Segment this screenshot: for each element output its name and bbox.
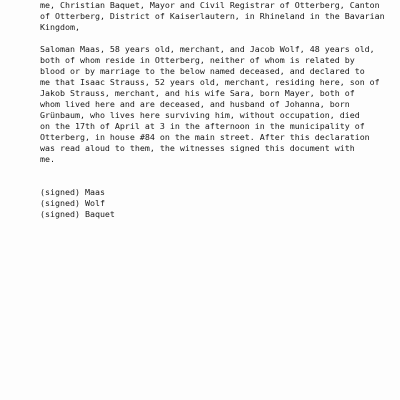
body-line: me.: [40, 154, 55, 164]
intro-paragraph: [40, 0, 385, 33]
body-line: me that Isaac Strauss, 52 years old, merchant, residing here, son of: [40, 77, 380, 87]
body-line: Jakob Strauss, merchant, and his wife Sara, born Mayer, both of: [40, 88, 355, 98]
signature-maas: (signed) Maas: [40, 187, 105, 197]
paragraph-gap: [40, 33, 370, 44]
body-line: on the 17th of April at 3 in the afternoon in the municipality of: [40, 121, 365, 131]
intro-line: of Otterberg, District of Kaiserlautern, in Rhineland in the Bavarian: [40, 11, 385, 21]
intro-line: Kingdom,: [40, 22, 80, 32]
body-line: both of whom reside in Otterberg, neither of whom is related by: [40, 55, 355, 65]
body-line: was read aloud to them, the witnesses signed this document with: [40, 143, 355, 153]
signature-block: [40, 187, 370, 220]
signature-baquet: (signed) Baquet: [40, 209, 115, 219]
body-line: Otterberg, in house #84 on the main street. After this declaration: [40, 132, 370, 142]
intro-line: me, Christian Baquet, Mayor and Civil Registrar of Otterberg, Canton: [40, 0, 380, 10]
body-line: blood or by marriage to the below named deceased, and declared to: [40, 66, 365, 76]
body-line: Grünbaum, who lives here surviving him, without occupation, died: [40, 110, 360, 120]
body-paragraph: [40, 44, 380, 165]
signature-wolf: (signed) Wolf: [40, 198, 105, 208]
body-line: Saloman Maas, 58 years old, merchant, and Jacob Wolf, 48 years old,: [40, 44, 375, 54]
body-line: whom lived here and are deceased, and husband of Johanna, born: [40, 99, 350, 109]
document-text: [40, 0, 385, 220]
